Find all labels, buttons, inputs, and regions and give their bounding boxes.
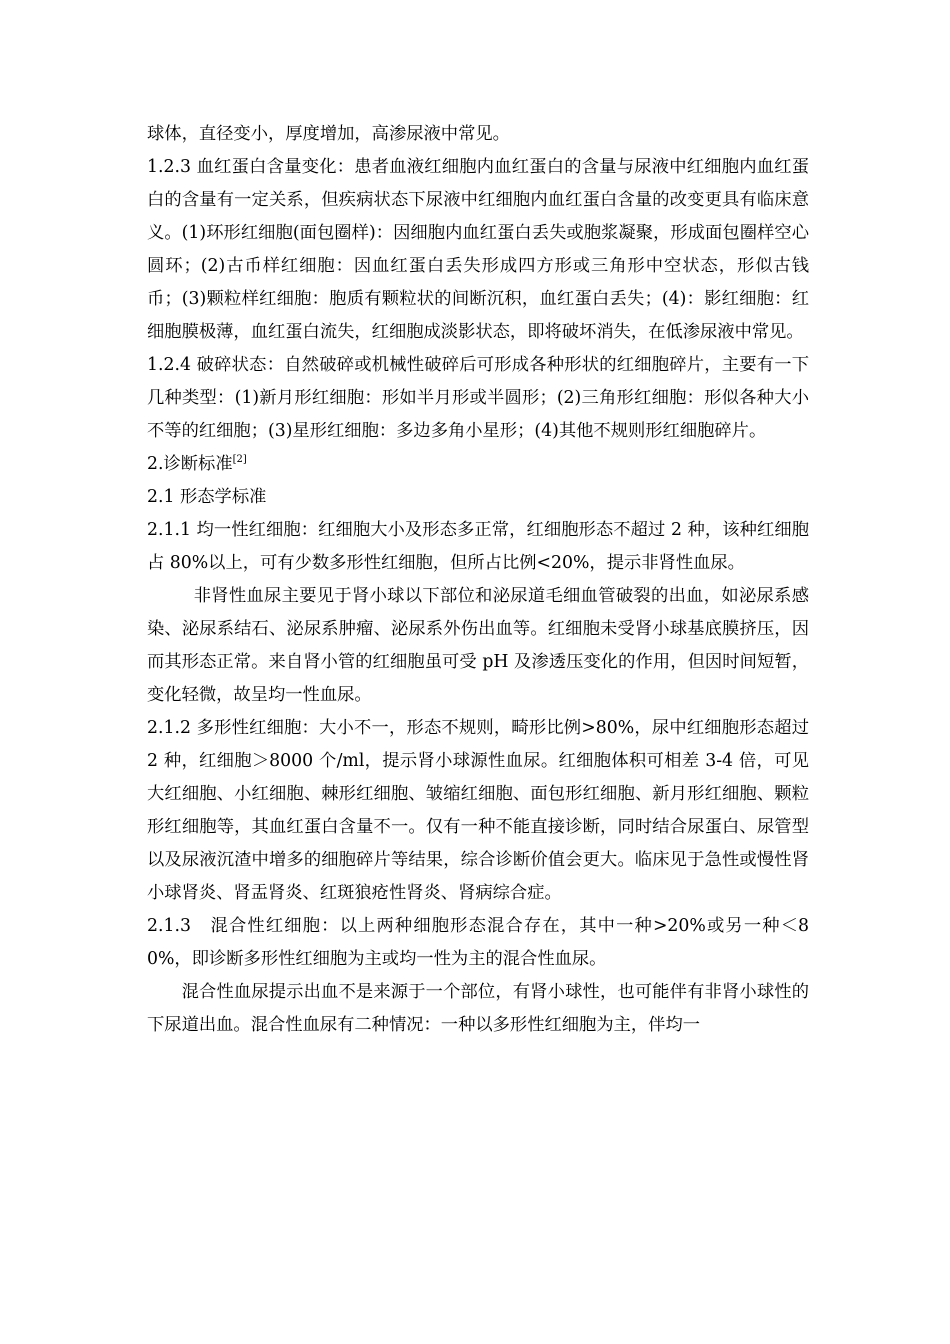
paragraph-1-2-3-hemoglobin: 1.2.3 血红蛋白含量变化：患者血液红细胞内血红蛋白的含量与尿液中红细胞内血红蛋白的含量有一定关系，但疾病状态下尿液中红细胞内血红蛋白含量的改变更具有临床意义。(1)环形红细胞(面包圈样)：因细胞内血红蛋白丢失或胞浆凝聚，形成面包圈样空心圆环；(2)古币样红细胞：因血红蛋白丢失形成四方形或三角形中空状态，形似古钱币；(3)颗粒样红细胞：胞质有颗粒状的间断沉积，血红蛋白丢失；(4)：影红细胞：红细胞膜极薄，血红蛋白流失，红细胞成淡影状态，即将破坏消失，在低渗尿液中常见。 [147,157,809,342]
paragraph-spherocyte-end: 球体，直径变小，厚度增加，高渗尿液中常见。 [147,124,510,144]
paragraph-2-1-2-dysmorphic: 2.1.2 多形性红细胞：大小不一，形态不规则，畸形比例>80%，尿中红细胞形态超过 2 种，红细胞＞8000 个/ml，提示肾小球源性血尿。红细胞体积可相差 3-4 倍，可见大红细胞、小红细胞、棘形红细胞、皱缩红细胞、面包形红细胞、新月形红细胞、颗粒形红细胞等，其血红蛋白含量不一。仅有一种不能直接诊断，同时结合尿蛋白、尿管型以及尿液沉渣中增多的细胞碎片等结果，综合诊断价值会更大。临床见于急性或慢性肾小球肾炎、肾盂肾炎、红斑狼疮性肾炎、肾病综合症。 [147,718,809,903]
paragraph-mixed-hematuria: 混合性血尿提示出血不是来源于一个部位，有肾小球性，也可能伴有非肾小球性的下尿道出血。混合性血尿有二种情况：一种以多形性红细胞为主，伴均一 [147,982,809,1035]
document-page [147,118,809,1042]
paragraph-2-1-1-uniform: 2.1.1 均一性红细胞：红细胞大小及形态多正常，红细胞形态不超过 2 种，该种红细胞占 80%以上，可有少数多形性红细胞，但所占比例<20%，提示非肾性血尿。 [147,520,809,573]
paragraph-non-renal-hematuria: 非肾性血尿主要见于肾小球以下部位和泌尿道毛细血管破裂的出血，如泌尿系感染、泌尿系结石、泌尿系肿瘤、泌尿系外伤出血等。红细胞未受肾小球基底膜挤压，因而其形态正常。来自肾小管的红细胞虽可受 pH 及渗透压变化的作用，但因时间短暂，变化轻微，故呈均一性血尿。 [147,586,809,705]
heading-diagnostic-criteria [147,448,809,481]
paragraph-2-1-3-mixed: 2.1.3 混合性红细胞：以上两种细胞形态混合存在，其中一种>20%或另一种＜80%，即诊断多形性红细胞为主或均一性为主的混合性血尿。 [147,916,809,969]
heading-text: 2.诊断标准 [147,454,233,474]
reference-marker: [2] [232,454,247,466]
heading-morphology-criteria: 2.1 形态学标准 [147,487,267,507]
paragraph-1-2-4-fragments: 1.2.4 破碎状态：自然破碎或机械性破碎后可形成各种形状的红细胞碎片，主要有一下几种类型：(1)新月形红细胞：形如半月形或半圆形；(2)三角形红细胞：形似各种大小不等的红细胞；(3)星形红细胞：多边多角小星形；(4)其他不规则形红细胞碎片。 [147,355,809,441]
